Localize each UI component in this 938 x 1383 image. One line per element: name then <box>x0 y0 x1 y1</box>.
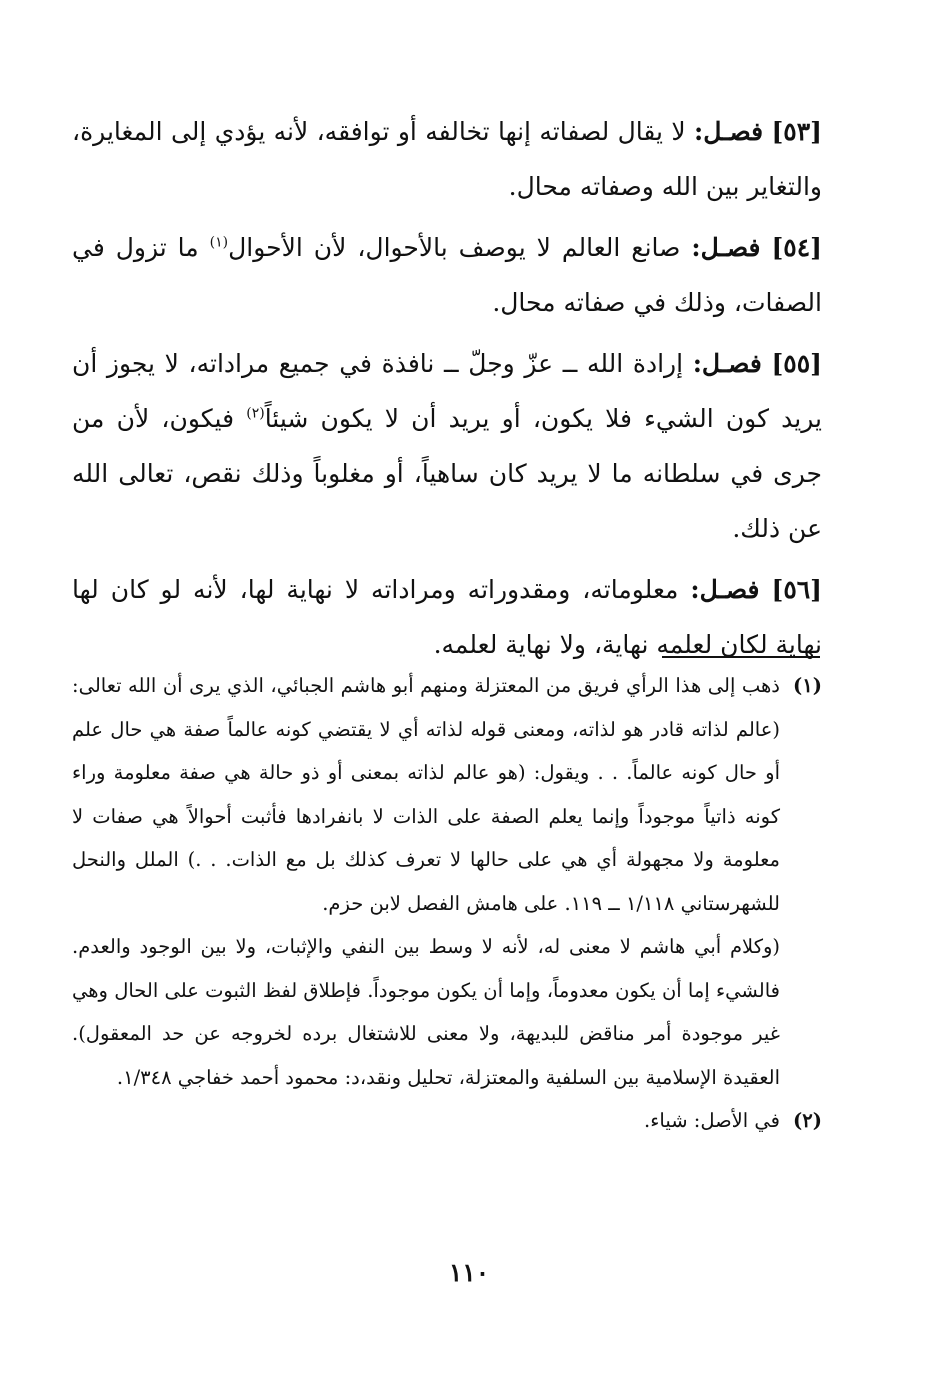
main-text <box>72 104 822 678</box>
section-54 <box>72 220 822 330</box>
section-heading: فصـل: <box>693 117 764 146</box>
section-heading: فصـل: <box>690 575 760 604</box>
footnote-1 <box>72 664 822 1099</box>
footnote-paragraph: في الأصل: شياء. <box>644 1109 780 1132</box>
footnote-marker: (٢) <box>793 1109 822 1132</box>
footnote-marker: (١) <box>793 674 822 697</box>
section-number: [٥٦] <box>771 575 823 604</box>
section-number: [٥٣] <box>771 117 822 146</box>
section-text: لا يقال لصفاته إنها تخالفه أو توافقه، لأنه يؤدي إلى المغايرة، والتغاير بين الله وصفاته محال. <box>72 117 822 201</box>
section-number: [٥٤] <box>771 233 822 262</box>
footnote-paragraph: ذهب إلى هذا الرأي فريق من المعتزلة ومنهم أبو هاشم الجبائي، الذي يرى أن الله تعالى: (عالم لذاته قادر هو لذاته، ومعنى قوله لذاته أي لا يقتضي كونه عالماً صفة هي حال علم أو حال كونه عالماً. . . ويقول: (هو عالم لذاته بمعنى أو ذو حالة هي صفة معلومة وراء كونه ذاتياً موجوداً وإنما يعلم الصفة على الذات لا بانفرادها فأثبت أحوالاً هي صفات لا معلومة ولا مجهولة أي هي على حالها لا تعرف كذلك بل مع الذات. . .) الملل والنحل للشهرستاني ١/١١٨ ــ ١١٩. على هامش الفصل لابن حزم. <box>72 674 780 915</box>
section-text-continued: فيكون، لأن من جرى في سلطانه ما لا يريد كان ساهياً، أو مغلوباً وذلك نقص، تعالى الله عن ذلك. <box>72 404 822 543</box>
footnote-ref[interactable]: (٢) <box>246 405 265 422</box>
footnote-separator <box>662 656 820 658</box>
section-text: إرادة الله ــ عزّ وجلّ ــ نافذة في جميع مراداته، لا يجوز أن يريد كون الشيء فلا يكون، أو يريد أن لا يكون شيئاً <box>72 349 822 433</box>
section-text-continued: ما تزول في الصفات، وذلك في صفاته محال. <box>72 233 822 317</box>
section-text: صانع العالم لا يوصف بالأحوال، لأن الأحوال <box>228 233 681 262</box>
footnote-text <box>72 664 780 1099</box>
footnote-paragraph: (وكلام أبي هاشم لا معنى له، لأنه لا وسط بين النفي والإثبات، ولا بين الوجود والعدم. فالشيء إما أن يكون معدوماً، وإما أن يكون موجوداً. فإطلاق لفظ الثبوت على الحال وهي غير موجودة أمر مناقض للبديهة، ولا معنى للاشتغال برده لخروجه عن حد المعقول). العقيدة الإسلامية بين السلفية والمعتزلة، تحليل ونقد،د: محمود أحمد خفاجي ١/٣٤٨. <box>72 935 780 1089</box>
section-55 <box>72 336 822 556</box>
section-text: معلوماته، ومقدوراته ومراداته لا نهاية لها، لأنه لو كان لها نهاية لكان لعلمه نهاية، ولا نهاية لعلمه. <box>72 575 822 659</box>
section-heading: فصـل: <box>691 233 761 262</box>
footnote-ref[interactable]: (١) <box>209 234 229 251</box>
page-number: ١١٠ <box>448 1258 490 1287</box>
footnote-text <box>72 1099 780 1143</box>
footnote-2 <box>72 1099 822 1143</box>
section-number: [٥٥] <box>771 349 822 378</box>
section-heading: فصـل: <box>692 349 762 378</box>
footnotes <box>72 664 822 1143</box>
section-53 <box>72 104 822 214</box>
